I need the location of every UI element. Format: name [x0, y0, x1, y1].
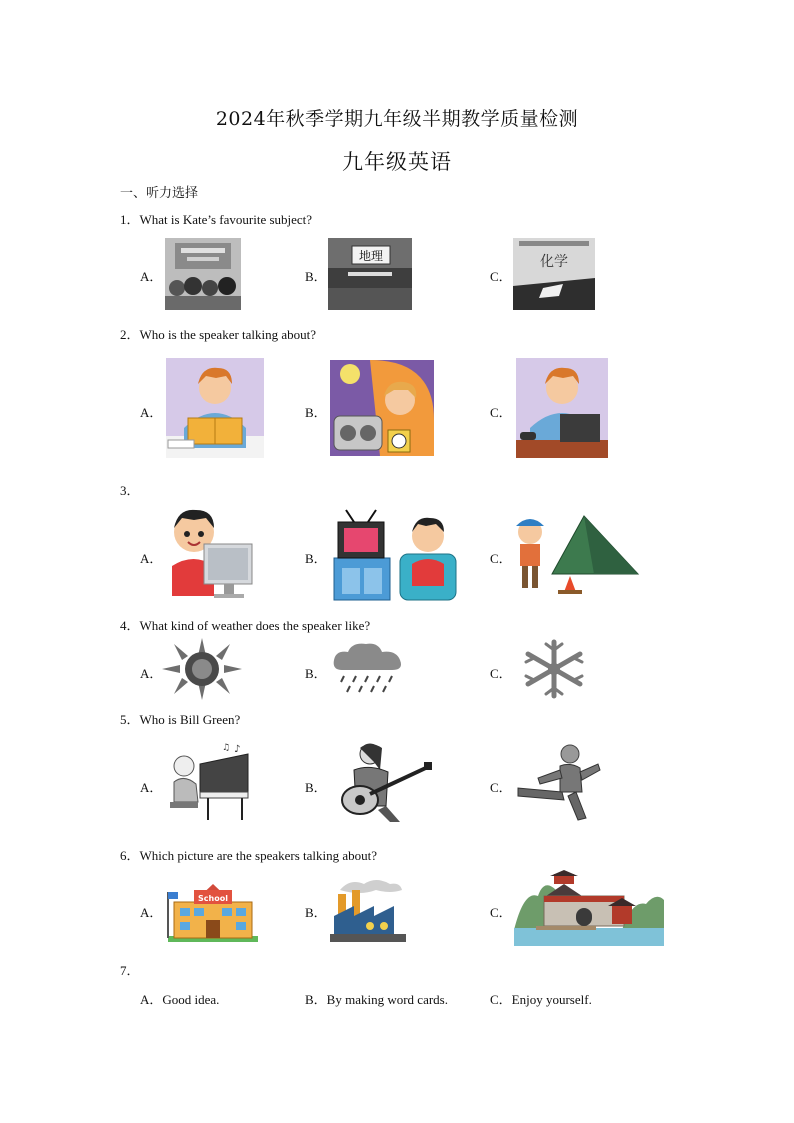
- q7-option-b: B．By making word cards.: [305, 992, 448, 1007]
- question-number: 4．: [120, 618, 140, 633]
- option-c-label: C．: [490, 405, 512, 420]
- chinese-garden-image: [514, 870, 664, 946]
- geography-book-image: [328, 238, 412, 310]
- boy-watching-tv-image: [330, 508, 462, 602]
- guitarist-image: [330, 740, 434, 824]
- boy-camping-image: [514, 512, 640, 596]
- question-text: What kind of weather does the speaker like?: [139, 618, 371, 633]
- option-b-label: B．: [305, 666, 327, 681]
- question-number: 6．: [120, 848, 140, 863]
- pianist-image: [164, 742, 252, 822]
- option-c-label: C．: [490, 666, 512, 681]
- question-number: 2．: [120, 327, 140, 342]
- question-number: 5．: [120, 712, 140, 727]
- question-text: Who is the speaker talking about?: [139, 327, 317, 342]
- question-text: Who is Bill Green?: [139, 712, 241, 727]
- option-c-label: C．: [490, 269, 512, 284]
- page-title: 2024年秋季学期九年级半期教学质量检测: [215, 108, 579, 130]
- question-number: 1．: [120, 212, 140, 227]
- option-a-label: A．: [140, 405, 163, 420]
- question-6: [120, 845, 377, 864]
- question-number: 7．: [120, 963, 140, 978]
- history-book-image: [165, 238, 241, 310]
- boy-reading-image: [166, 358, 264, 458]
- snowflake-icon: [514, 638, 594, 700]
- factory-image: [330, 876, 406, 942]
- boy-with-radio-image: [330, 360, 434, 456]
- question-2: [120, 324, 316, 343]
- option-c-label: C．: [490, 780, 512, 795]
- school-building-image: [164, 878, 262, 942]
- book-cover-label: 化学: [540, 254, 568, 270]
- option-b-label: B．: [305, 269, 327, 284]
- option-b-label: B．: [305, 551, 327, 566]
- q7-option-a: A．Good idea.: [140, 992, 220, 1007]
- option-b-label: B．: [305, 405, 327, 420]
- option-a-label: A．: [140, 780, 163, 795]
- svg-text:♫: ♫: [222, 743, 231, 753]
- question-text: What is Kate’s favourite subject?: [139, 212, 313, 227]
- question-7: [120, 960, 140, 979]
- question-1: [120, 209, 312, 228]
- question-number: 3．: [120, 483, 140, 498]
- section-heading: 一、听力选择: [120, 186, 199, 201]
- page-subtitle: 九年级英语: [342, 150, 452, 174]
- question-text: Which picture are the speakers talking about?: [139, 848, 378, 863]
- book-cover-label: 地理: [358, 249, 384, 263]
- option-c-label: C．: [490, 551, 512, 566]
- school-sign-text: School: [198, 894, 228, 903]
- boy-with-laptop-image: [516, 358, 608, 458]
- boy-computer-image: [164, 506, 256, 602]
- sun-icon: [162, 638, 242, 700]
- q7-option-c: C．Enjoy yourself.: [490, 992, 592, 1007]
- option-a-label: A．: [140, 666, 163, 681]
- option-a-label: A．: [140, 551, 163, 566]
- option-a-label: A．: [140, 905, 163, 920]
- option-b-label: B．: [305, 780, 327, 795]
- option-b-label: B．: [305, 905, 327, 920]
- question-4: [120, 615, 370, 634]
- rain-cloud-icon: [330, 640, 406, 696]
- chemistry-book-image: [513, 238, 595, 310]
- question-5: [120, 709, 240, 728]
- option-c-label: C．: [490, 905, 512, 920]
- kung-fu-image: [514, 742, 606, 822]
- question-3: [120, 480, 140, 499]
- option-a-label: A．: [140, 269, 163, 284]
- svg-text:♪: ♪: [234, 744, 241, 755]
